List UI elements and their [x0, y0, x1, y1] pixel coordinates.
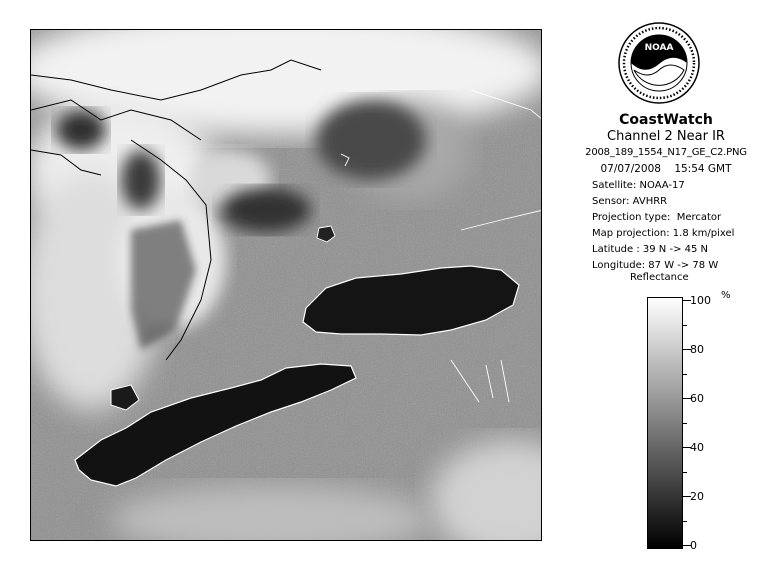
- channel-label: Channel 2 Near IR: [607, 129, 725, 144]
- map-svg: [31, 30, 542, 541]
- reflectance-colorbar: [647, 297, 683, 549]
- tick-label-80: 80: [690, 343, 704, 356]
- colorbar-minor-tick: [683, 423, 687, 424]
- date-time: 07/07/2008 15:54 GMT: [600, 163, 732, 175]
- colorbar-minor-tick: [683, 325, 687, 326]
- file-name: 2008_189_1554_N17_GE_C2.PNG: [585, 147, 747, 158]
- noaa-logo: [618, 22, 700, 104]
- meta-value: 87 W -> 78 W: [648, 260, 719, 271]
- meta-value: Mercator: [676, 212, 722, 223]
- logo-center-text: NOAA: [644, 43, 674, 53]
- meta-sensor: [592, 196, 667, 207]
- meta-latitude: [592, 244, 708, 255]
- colorbar-minor-tick: [683, 472, 687, 473]
- brand-title: CoastWatch: [619, 112, 713, 128]
- legend-unit: %: [721, 290, 731, 301]
- meta-label: Map projection:: [592, 228, 670, 239]
- meta-label: Satellite:: [592, 180, 637, 191]
- meta-label: Longitude:: [592, 260, 646, 271]
- noaa-seal-icon: [618, 22, 700, 104]
- meta-projection-type: [592, 212, 721, 223]
- meta-label: Projection type:: [592, 212, 671, 223]
- meta-map-projection: [592, 228, 734, 239]
- tick-label-20: 20: [690, 490, 704, 503]
- tick-label-60: 60: [690, 392, 704, 405]
- satellite-image: [30, 29, 542, 541]
- meta-value: 1.8 km/pixel: [672, 228, 735, 239]
- meta-label: Sensor:: [592, 196, 630, 207]
- tick-label-100: 100: [690, 294, 711, 307]
- legend-title: Reflectance: [630, 272, 689, 283]
- meta-satellite: [592, 180, 685, 191]
- meta-label: Latitude :: [592, 244, 640, 255]
- meta-value: 39 N -> 45 N: [642, 244, 709, 255]
- meta-longitude: [592, 260, 718, 271]
- meta-value: NOAA-17: [639, 180, 685, 191]
- tick-label-40: 40: [690, 441, 704, 454]
- colorbar-minor-tick: [683, 521, 687, 522]
- colorbar-minor-tick: [683, 374, 687, 375]
- meta-value: AVHRR: [632, 196, 668, 207]
- tick-label-0: 0: [690, 539, 697, 552]
